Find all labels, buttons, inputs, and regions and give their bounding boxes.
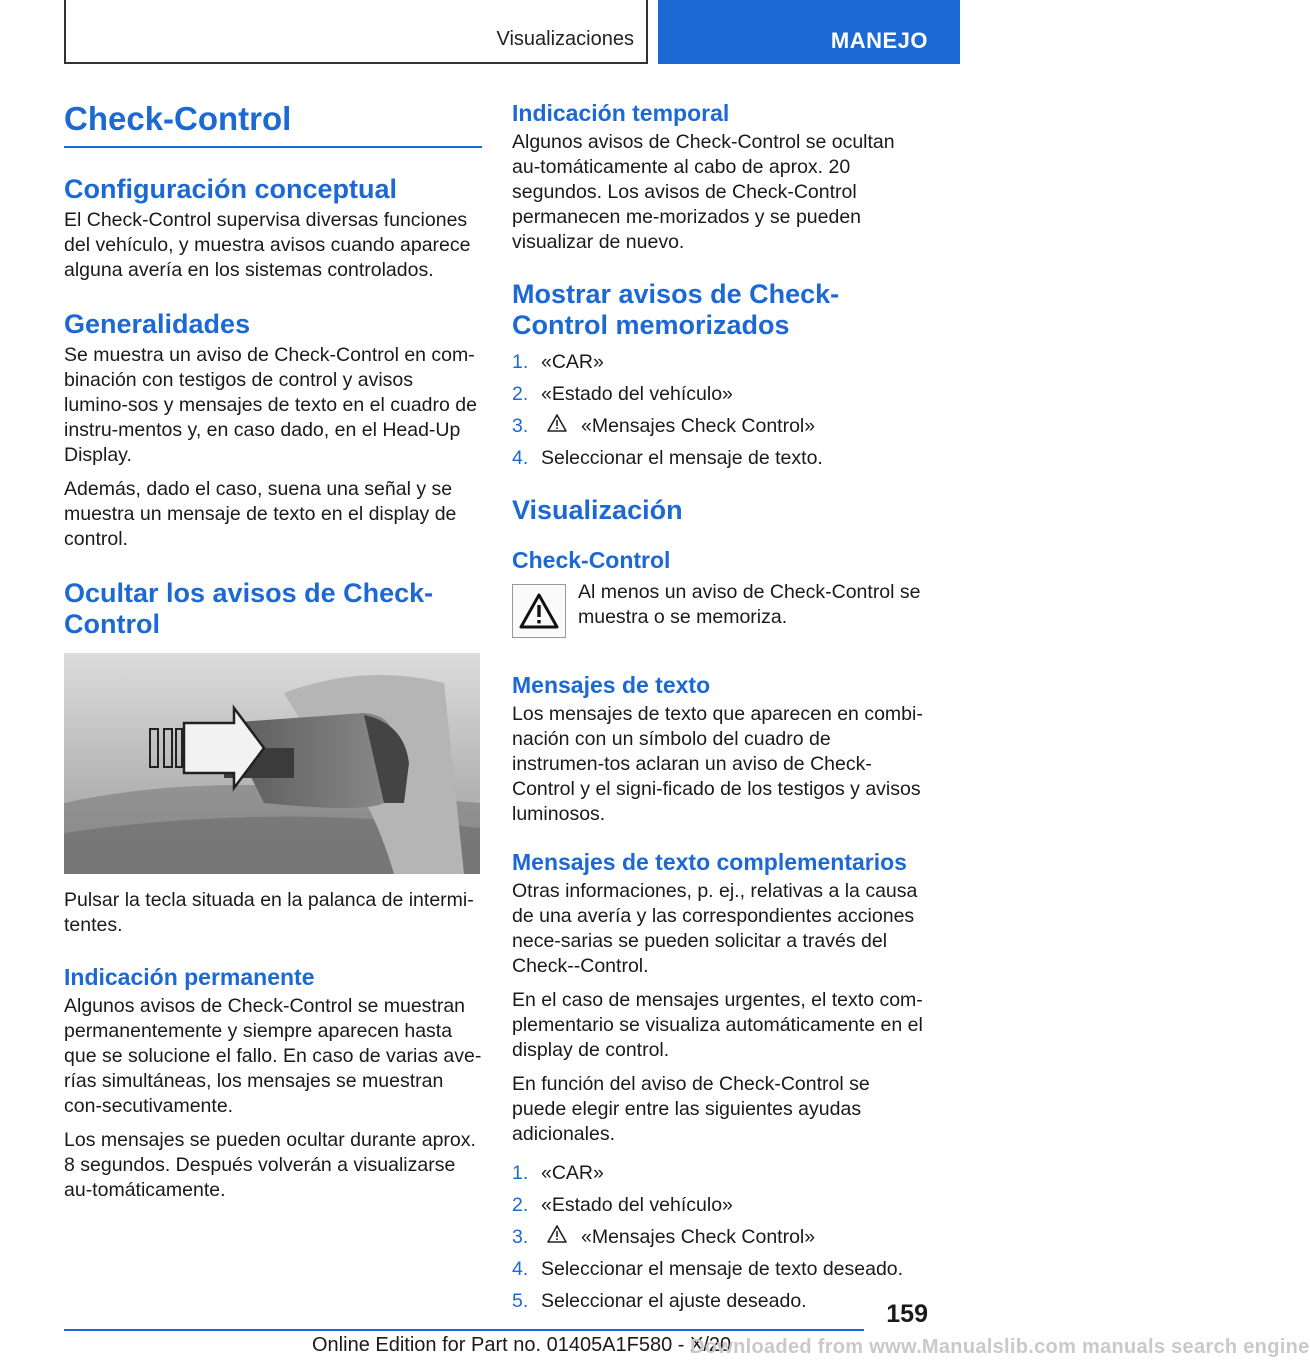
warning-triangle-icon xyxy=(519,593,559,629)
para-general-1: Se muestra un aviso de Check-Control en com-binación con testigos de control y avisos lumino-sos y mensajes de texto en el cuadro de instru-mentos y, en caso dado, en el Head-Up Display. xyxy=(64,344,477,467)
para-extra-1: Otras informaciones, p. ej., relativas a la causa de una avería y las correspondientes acciones nece-sarias se pueden solicitar a través del Check--Control. xyxy=(512,880,918,978)
heading-config: Configuración conceptual xyxy=(64,173,398,204)
para-permanent-2: Los mensajes se pueden ocultar durante aprox. 8 segundos. Después volverán a visualizarse au-tomáticamente. xyxy=(64,1129,476,1202)
edition-note: Online Edition for Part no. 01405A1F580 - X/20 xyxy=(312,1334,732,1356)
page-title: Check-Control xyxy=(64,100,482,148)
heading-permanent: Indicación permanente xyxy=(64,963,315,990)
warning-symbol-box xyxy=(512,584,566,638)
list-item: 1. «CAR» xyxy=(512,350,604,373)
steps-list-2 xyxy=(512,1161,928,1314)
para-permanent-1: Algunos avisos de Check-Control se muestran permanentemente y siempre aparecen hasta que se solucione el fallo. En caso de varias ave-rías simultáneas, los mensajes se muestran con-secutivamente. xyxy=(64,995,482,1118)
chapter-tab: MANEJO xyxy=(658,0,960,64)
heading-show-memorized: Mostrar avisos de Check-Control memorizados xyxy=(512,279,840,340)
para-extra-2: En el caso de mensajes urgentes, el texto com-plementario se visualiza automáticamente en el display de control. xyxy=(512,989,923,1062)
para-text-messages: Los mensajes de texto que aparecen en combi-nación con un símbolo del cuadro de instrumen-tos aclaran un aviso de Check-Control y el signi-ficado de los testigos y avisos luminosos. xyxy=(512,703,923,826)
para-extra-3: En función del aviso de Check-Control se puede elegir entre las siguientes ayudas adicionales. xyxy=(512,1073,870,1146)
list-item: 3. «Mensajes Check Control» xyxy=(512,414,816,437)
heading-extra-messages: Mensajes de texto complementarios xyxy=(512,849,907,876)
para-temporal: Algunos avisos de Check-Control se ocultan au-tomáticamente al cabo de aprox. 20 segundos. Los avisos de Check-Control permanecen me-morizados y se pueden visualizar de nuevo. xyxy=(512,131,895,254)
steps-list-1 xyxy=(512,350,928,471)
list-item: 1. «CAR» xyxy=(512,1162,604,1185)
heading-temporal: Indicación temporal xyxy=(512,100,730,126)
warning-triangle-icon xyxy=(547,1225,567,1243)
heading-hide: Ocultar los avisos de Check-Control xyxy=(64,578,434,639)
para-config: El Check-Control supervisa diversas funciones del vehículo, y muestra avisos cuando aparece alguna avería en los sistemas controlados. xyxy=(64,209,471,282)
list-item: 4. Seleccionar el mensaje de texto deseado. xyxy=(512,1258,904,1281)
list-item: 2. «Estado del vehículo» xyxy=(512,382,733,405)
para-general-2: Además, dado el caso, suena una señal y se muestra un mensaje de texto en el display de control. xyxy=(64,478,457,551)
para-check-control: Al menos un aviso de Check-Control se muestra o se memoriza. xyxy=(578,580,921,628)
heading-text-messages: Mensajes de texto xyxy=(512,671,711,698)
heading-check-control: Check-Control xyxy=(512,547,671,574)
right-column xyxy=(512,100,928,1321)
page-number: 159 xyxy=(886,1300,928,1328)
list-item: 3. «Mensajes Check Control» xyxy=(512,1226,816,1249)
turn-signal-stalk-image xyxy=(64,653,480,874)
section-title: Visualizaciones xyxy=(496,28,634,50)
heading-general: Generalidades xyxy=(64,309,251,340)
header-box xyxy=(64,0,648,64)
watermark-text: Downloaded from www.Manualslib.com manuals search engine xyxy=(690,1336,1310,1358)
list-item: 4. Seleccionar el mensaje de texto. xyxy=(512,446,823,469)
list-item: 5. Seleccionar el ajuste deseado. xyxy=(512,1290,807,1313)
stalk-button-illustration xyxy=(64,653,480,874)
heading-visualization: Visualización xyxy=(512,494,683,525)
footer-divider xyxy=(64,1329,864,1331)
left-column xyxy=(64,100,482,1203)
list-item: 2. «Estado del vehículo» xyxy=(512,1194,733,1217)
para-hide: Pulsar la tecla situada en la palanca de intermi-tentes. xyxy=(64,888,474,936)
warning-triangle-icon xyxy=(547,414,567,432)
check-control-block xyxy=(512,580,928,644)
